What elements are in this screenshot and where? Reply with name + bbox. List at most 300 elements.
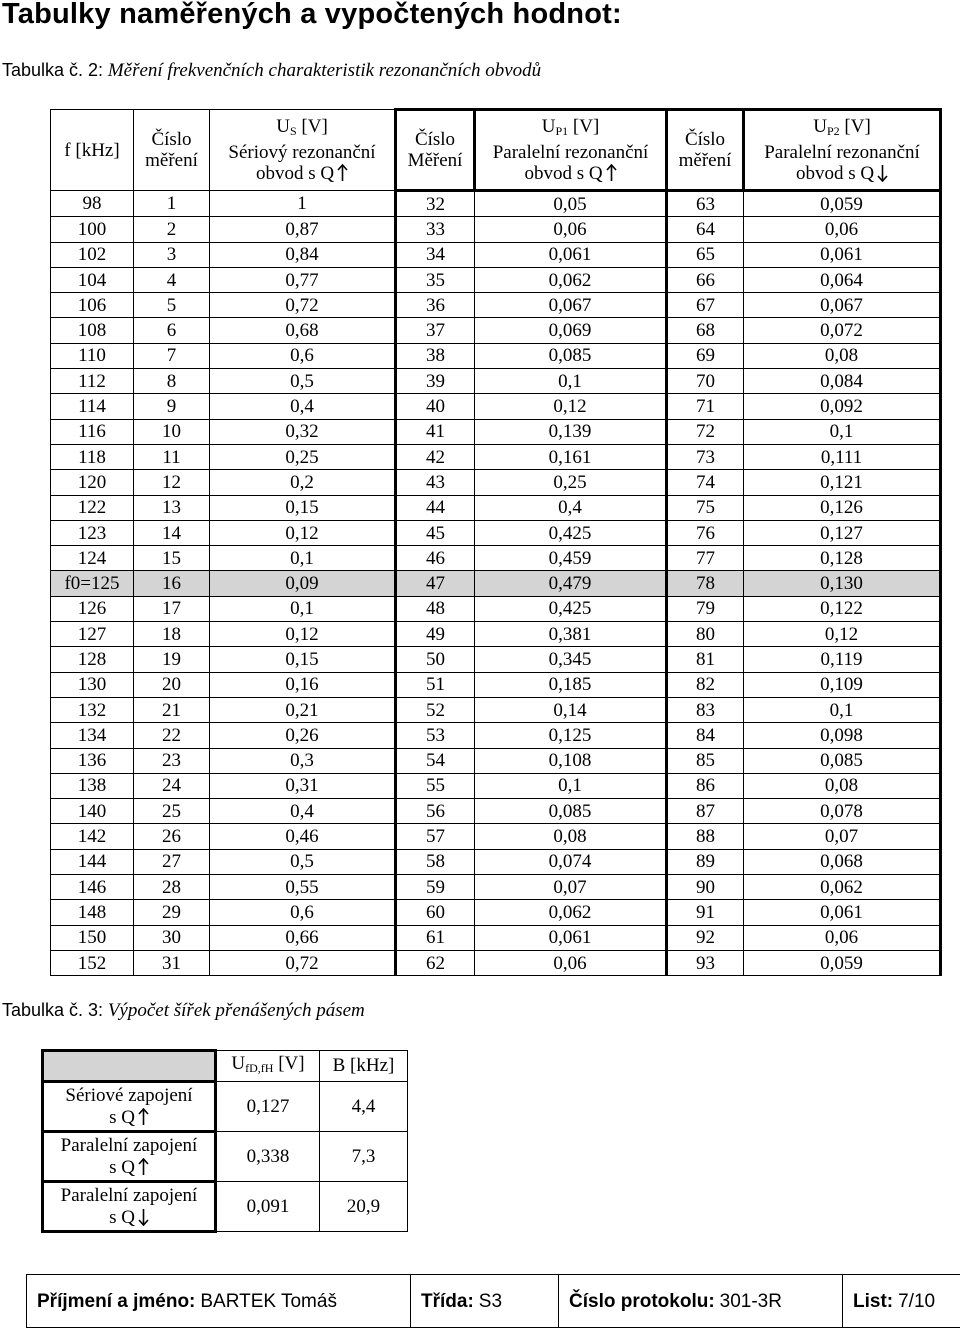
cell-measurement-number-3: 87 <box>667 799 744 824</box>
footer-class-cell <box>411 1275 559 1328</box>
header-measurement-number-2 <box>396 110 475 191</box>
cell-measurement-number-2: 43 <box>396 470 475 495</box>
cell-frequency: 152 <box>51 950 134 975</box>
cell-frequency: 114 <box>51 394 134 419</box>
cell-voltage-parallel-1: 0,07 <box>475 875 667 900</box>
cell-voltage-parallel-1: 0,067 <box>475 293 667 318</box>
cell-voltage-series: 0,2 <box>210 470 396 495</box>
table-row <box>51 875 941 900</box>
cell-voltage-parallel-1: 0,06 <box>475 950 667 975</box>
cell-measurement-number-3: 73 <box>667 444 744 469</box>
cell-voltage-parallel-2: 0,12 <box>744 622 941 647</box>
cell-voltage-parallel-1: 0,08 <box>475 824 667 849</box>
cell-measurement-number-1: 18 <box>134 622 210 647</box>
header-up2-description: Paralelní rezonanční obvod s Q <box>764 142 920 184</box>
cell-frequency: 148 <box>51 900 134 925</box>
cell-voltage-series: 0,09 <box>210 571 396 596</box>
footer-sheet-label: List: <box>853 1290 894 1312</box>
cell-measurement-number-2: 38 <box>396 343 475 368</box>
cell-measurement-number-3: 86 <box>667 773 744 798</box>
cell-measurement-number-1: 12 <box>134 470 210 495</box>
header-measurement-number-3 <box>667 110 744 191</box>
cell-voltage-series: 0,12 <box>210 520 396 545</box>
table-row <box>51 318 941 343</box>
cell-voltage-series: 0,3 <box>210 748 396 773</box>
cell-voltage-parallel-1: 0,425 <box>475 520 667 545</box>
cell-bandwidth: 4,4 <box>320 1082 408 1132</box>
cell-voltage-series: 0,5 <box>210 849 396 874</box>
footer-class-label: Třída: <box>421 1290 474 1312</box>
cell-measurement-number-1: 27 <box>134 849 210 874</box>
cell-bandwidth: 20,9 <box>320 1182 408 1232</box>
cell-voltage-series: 0,16 <box>210 672 396 697</box>
header-up1-unit: [V] <box>572 116 600 137</box>
arrow-up-icon <box>138 1108 149 1126</box>
cell-voltage-parallel-1: 0,185 <box>475 672 667 697</box>
table3-corner-cell <box>43 1051 216 1082</box>
cell-frequency: 98 <box>51 191 134 217</box>
row-label-line-2: s Q <box>109 1106 135 1128</box>
table-row <box>43 1082 408 1132</box>
cell-bandwidth: 7,3 <box>320 1132 408 1182</box>
cell-frequency: 124 <box>51 546 134 571</box>
table-row <box>51 369 941 394</box>
table-row <box>51 697 941 722</box>
cell-voltage-series: 0,32 <box>210 419 396 444</box>
row-label-line-1: Sériové zapojení <box>65 1084 193 1106</box>
cell-voltage-series: 0,21 <box>210 697 396 722</box>
cell-measurement-number-1: 30 <box>134 925 210 950</box>
header-us-unit: [V] <box>301 116 328 137</box>
cell-measurement-number-2: 51 <box>396 672 475 697</box>
cell-voltage-parallel-2: 0,061 <box>744 900 941 925</box>
cell-measurement-number-2: 53 <box>396 723 475 748</box>
cell-measurement-number-3: 81 <box>667 647 744 672</box>
cell-measurement-number-2: 32 <box>396 191 475 217</box>
cell-voltage-parallel-2: 0,098 <box>744 723 941 748</box>
table3-header-row <box>43 1051 408 1082</box>
cell-measurement-number-3: 93 <box>667 950 744 975</box>
cell-voltage-parallel-1: 0,061 <box>475 925 667 950</box>
header-frequency: f [kHz] <box>51 110 134 191</box>
cell-measurement-number-2: 48 <box>396 596 475 621</box>
header-voltage-series <box>210 110 396 191</box>
table2-header-row <box>51 110 941 191</box>
table-row <box>51 520 941 545</box>
footer-protocol-value: 301-3R <box>719 1290 782 1312</box>
cell-voltage-parallel-2: 0,122 <box>744 596 941 621</box>
cell-measurement-number-1: 8 <box>134 369 210 394</box>
cell-voltage-series: 0,26 <box>210 723 396 748</box>
cell-voltage-parallel-2: 0,121 <box>744 470 941 495</box>
cell-measurement-number-1: 23 <box>134 748 210 773</box>
cell-measurement-number-1: 9 <box>134 394 210 419</box>
header-u-symbol: U <box>231 1053 246 1074</box>
cell-voltage-parallel-2: 0,07 <box>744 824 941 849</box>
cell-measurement-number-1: 14 <box>134 520 210 545</box>
cell-frequency: 104 <box>51 267 134 292</box>
row-label-line-2: s Q <box>109 1206 135 1228</box>
table-row <box>51 444 941 469</box>
cell-measurement-number-1: 15 <box>134 546 210 571</box>
table-row <box>51 748 941 773</box>
cell-frequency: 106 <box>51 293 134 318</box>
cell-voltage-parallel-1: 0,479 <box>475 571 667 596</box>
cell-measurement-number-1: 28 <box>134 875 210 900</box>
cell-measurement-number-2: 57 <box>396 824 475 849</box>
cell-measurement-number-2: 36 <box>396 293 475 318</box>
cell-voltage-parallel-1: 0,345 <box>475 647 667 672</box>
table3-caption <box>2 1000 365 1022</box>
cell-frequency: 130 <box>51 672 134 697</box>
cell-voltage-series: 0,25 <box>210 444 396 469</box>
measurement-table <box>50 108 942 976</box>
cell-voltage-parallel-2: 0,092 <box>744 394 941 419</box>
cell-measurement-number-1: 13 <box>134 495 210 520</box>
cell-voltage-parallel-2: 0,08 <box>744 773 941 798</box>
cell-frequency: 138 <box>51 773 134 798</box>
cell-measurement-number-2: 47 <box>396 571 475 596</box>
cell-measurement-number-1: 10 <box>134 419 210 444</box>
cell-measurement-number-2: 52 <box>396 697 475 722</box>
cell-measurement-number-2: 62 <box>396 950 475 975</box>
arrow-up-icon <box>138 1158 149 1176</box>
cell-voltage-series: 0,68 <box>210 318 396 343</box>
cell-measurement-number-1: 29 <box>134 900 210 925</box>
cell-voltage-parallel-1: 0,085 <box>475 343 667 368</box>
header-up2-subscript: P2 <box>826 124 840 138</box>
table-row <box>51 242 941 267</box>
cell-voltage-parallel-1: 0,074 <box>475 849 667 874</box>
cell-measurement-number-1: 19 <box>134 647 210 672</box>
cell-voltage-series: 0,5 <box>210 369 396 394</box>
cell-measurement-number-3: 85 <box>667 748 744 773</box>
cell-frequency: 102 <box>51 242 134 267</box>
cell-measurement-number-3: 82 <box>667 672 744 697</box>
cell-voltage-parallel-2: 0,126 <box>744 495 941 520</box>
cell-voltage-series: 0,87 <box>210 217 396 242</box>
table2-caption-prefix: Tabulka č. 2: <box>2 60 104 80</box>
cell-measurement-number-2: 54 <box>396 748 475 773</box>
cell-voltage-parallel-1: 0,14 <box>475 697 667 722</box>
cell-measurement-number-3: 71 <box>667 394 744 419</box>
cell-voltage-parallel-1: 0,381 <box>475 622 667 647</box>
footer-protocol-cell <box>559 1275 843 1328</box>
cell-measurement-number-3: 75 <box>667 495 744 520</box>
cell-measurement-number-3: 66 <box>667 267 744 292</box>
header-up2-unit: [V] <box>844 116 871 137</box>
cell-voltage-series: 0,66 <box>210 925 396 950</box>
cell-cutoff-voltage: 0,127 <box>216 1082 320 1132</box>
cell-measurement-number-2: 34 <box>396 242 475 267</box>
header-u-bandwidth <box>216 1051 320 1082</box>
cell-measurement-number-3: 79 <box>667 596 744 621</box>
cell-frequency: 120 <box>51 470 134 495</box>
cell-voltage-parallel-1: 0,108 <box>475 748 667 773</box>
table2-caption-title: Měření frekvenčních charakteristik rezonančních obvodů <box>107 60 542 81</box>
cell-voltage-series: 0,15 <box>210 647 396 672</box>
cell-frequency: 116 <box>51 419 134 444</box>
cell-voltage-parallel-2: 0,061 <box>744 242 941 267</box>
cell-voltage-parallel-2: 0,127 <box>744 520 941 545</box>
header-measurement-number-1 <box>134 110 210 191</box>
cell-measurement-number-3: 67 <box>667 293 744 318</box>
header-bandwidth: B [kHz] <box>320 1051 408 1082</box>
cell-voltage-parallel-2: 0,062 <box>744 875 941 900</box>
cell-measurement-number-3: 88 <box>667 824 744 849</box>
table-row <box>43 1182 408 1232</box>
table-row <box>51 773 941 798</box>
cell-voltage-series: 0,12 <box>210 622 396 647</box>
cell-frequency: 110 <box>51 343 134 368</box>
cell-measurement-number-2: 37 <box>396 318 475 343</box>
cell-frequency: 123 <box>51 520 134 545</box>
table-row <box>51 419 941 444</box>
row-label-line-1: Paralelní zapojení <box>60 1184 198 1206</box>
cell-measurement-number-3: 70 <box>667 369 744 394</box>
cell-measurement-number-1: 16 <box>134 571 210 596</box>
cell-voltage-series: 0,55 <box>210 875 396 900</box>
footer-name-label: Příjmení a jméno: <box>37 1290 196 1312</box>
cell-measurement-number-3: 72 <box>667 419 744 444</box>
table3-body <box>43 1082 408 1232</box>
footer-name-value: BARTEK Tomáš <box>200 1290 337 1312</box>
cell-measurement-number-1: 21 <box>134 697 210 722</box>
table-row <box>51 267 941 292</box>
table-row <box>51 723 941 748</box>
cell-measurement-number-2: 46 <box>396 546 475 571</box>
cell-voltage-series: 0,6 <box>210 900 396 925</box>
cell-measurement-number-3: 77 <box>667 546 744 571</box>
cell-voltage-parallel-1: 0,125 <box>475 723 667 748</box>
cell-voltage-series: 0,46 <box>210 824 396 849</box>
cell-measurement-number-3: 90 <box>667 875 744 900</box>
table-row <box>51 596 941 621</box>
arrow-up-icon <box>337 164 348 182</box>
cell-voltage-parallel-2: 0,06 <box>744 925 941 950</box>
cell-voltage-series: 0,77 <box>210 267 396 292</box>
header-up1-subscript: P1 <box>555 124 569 138</box>
cell-measurement-number-3: 68 <box>667 318 744 343</box>
arrow-down-icon <box>877 164 888 182</box>
page-heading: Tabulky naměřených a vypočtených hodnot: <box>2 0 622 30</box>
cell-measurement-number-2: 40 <box>396 394 475 419</box>
cell-frequency: 150 <box>51 925 134 950</box>
cell-frequency: 100 <box>51 217 134 242</box>
row-label-connection <box>43 1132 216 1182</box>
cell-voltage-parallel-2: 0,064 <box>744 267 941 292</box>
cell-frequency: 136 <box>51 748 134 773</box>
cell-voltage-parallel-2: 0,085 <box>744 748 941 773</box>
cell-voltage-parallel-1: 0,062 <box>475 267 667 292</box>
cell-voltage-series: 0,1 <box>210 546 396 571</box>
table-row <box>51 470 941 495</box>
table-row <box>51 849 941 874</box>
cell-voltage-parallel-2: 0,111 <box>744 444 941 469</box>
cell-measurement-number-2: 42 <box>396 444 475 469</box>
cell-voltage-series: 0,15 <box>210 495 396 520</box>
header-up1-symbol: U <box>541 116 556 137</box>
cell-measurement-number-1: 17 <box>134 596 210 621</box>
cell-measurement-number-2: 41 <box>396 419 475 444</box>
header-up2-symbol: U <box>813 116 827 137</box>
cell-voltage-series: 0,72 <box>210 293 396 318</box>
cell-voltage-parallel-1: 0,1 <box>475 369 667 394</box>
cell-voltage-parallel-2: 0,06 <box>744 217 941 242</box>
cell-voltage-parallel-2: 0,068 <box>744 849 941 874</box>
cell-voltage-parallel-1: 0,05 <box>475 191 667 217</box>
header-u-subscript: fD,fH <box>245 1061 274 1075</box>
cell-voltage-parallel-2: 0,1 <box>744 697 941 722</box>
table-row <box>51 546 941 571</box>
footer-row <box>27 1275 960 1328</box>
cell-frequency: 142 <box>51 824 134 849</box>
table-row <box>51 647 941 672</box>
footer-name-cell <box>27 1275 411 1328</box>
bandwidth-table <box>41 1049 408 1233</box>
row-label-line-1: Paralelní zapojení <box>60 1134 198 1156</box>
header-measurement-number-3-text: Číslo měření <box>678 129 732 171</box>
cell-measurement-number-2: 58 <box>396 849 475 874</box>
cell-measurement-number-1: 25 <box>134 799 210 824</box>
footer-class-value: S3 <box>478 1290 503 1312</box>
cell-frequency: 112 <box>51 369 134 394</box>
cell-voltage-parallel-2: 0,128 <box>744 546 941 571</box>
cell-measurement-number-1: 4 <box>134 267 210 292</box>
cell-measurement-number-1: 3 <box>134 242 210 267</box>
cell-cutoff-voltage: 0,091 <box>216 1182 320 1232</box>
cell-measurement-number-2: 56 <box>396 799 475 824</box>
cell-measurement-number-3: 65 <box>667 242 744 267</box>
cell-measurement-number-1: 20 <box>134 672 210 697</box>
cell-voltage-parallel-1: 0,425 <box>475 596 667 621</box>
table-row <box>51 622 941 647</box>
cell-voltage-parallel-1: 0,161 <box>475 444 667 469</box>
cell-frequency: 134 <box>51 723 134 748</box>
cell-measurement-number-1: 26 <box>134 824 210 849</box>
table3-caption-prefix: Tabulka č. 3: <box>2 1000 104 1020</box>
cell-voltage-series: 0,1 <box>210 596 396 621</box>
cell-frequency: 127 <box>51 622 134 647</box>
cell-measurement-number-2: 61 <box>396 925 475 950</box>
cell-measurement-number-1: 11 <box>134 444 210 469</box>
cell-voltage-series: 0,72 <box>210 950 396 975</box>
cell-measurement-number-3: 76 <box>667 520 744 545</box>
table-row <box>51 900 941 925</box>
table-row <box>51 950 941 975</box>
cell-measurement-number-2: 45 <box>396 520 475 545</box>
cell-voltage-parallel-1: 0,4 <box>475 495 667 520</box>
table-row <box>51 925 941 950</box>
cell-frequency: 126 <box>51 596 134 621</box>
cell-voltage-parallel-1: 0,061 <box>475 242 667 267</box>
table3-caption-title: Výpočet šířek přenášených pásem <box>107 1000 365 1021</box>
cell-measurement-number-3: 84 <box>667 723 744 748</box>
table-row <box>51 799 941 824</box>
cell-frequency: 144 <box>51 849 134 874</box>
table-row <box>51 217 941 242</box>
header-voltage-parallel-2 <box>744 110 941 191</box>
cell-measurement-number-2: 39 <box>396 369 475 394</box>
row-label-connection <box>43 1082 216 1132</box>
cell-voltage-parallel-2: 0,078 <box>744 799 941 824</box>
cell-voltage-parallel-2: 0,084 <box>744 369 941 394</box>
cell-voltage-parallel-1: 0,12 <box>475 394 667 419</box>
table-row <box>51 191 941 217</box>
cell-measurement-number-3: 63 <box>667 191 744 217</box>
cell-measurement-number-1: 7 <box>134 343 210 368</box>
header-u-unit: [V] <box>278 1053 305 1074</box>
cell-measurement-number-3: 89 <box>667 849 744 874</box>
cell-measurement-number-2: 50 <box>396 647 475 672</box>
header-measurement-number-2-text: Číslo Měření <box>407 129 463 171</box>
row-label-line-2: s Q <box>109 1156 135 1178</box>
cell-voltage-parallel-2: 0,059 <box>744 191 941 217</box>
cell-measurement-number-3: 69 <box>667 343 744 368</box>
cell-voltage-parallel-1: 0,1 <box>475 773 667 798</box>
cell-frequency: 118 <box>51 444 134 469</box>
cell-measurement-number-1: 22 <box>134 723 210 748</box>
cell-voltage-parallel-2: 0,130 <box>744 571 941 596</box>
cell-frequency: 132 <box>51 697 134 722</box>
cell-frequency: 146 <box>51 875 134 900</box>
table-row <box>51 824 941 849</box>
header-up1-description: Paralelní rezonanční obvod s Q <box>492 142 649 184</box>
cell-frequency: f0=125 <box>51 571 134 596</box>
cell-measurement-number-3: 83 <box>667 697 744 722</box>
cell-measurement-number-3: 91 <box>667 900 744 925</box>
table-row <box>51 571 941 596</box>
cell-frequency: 108 <box>51 318 134 343</box>
cell-voltage-parallel-2: 0,059 <box>744 950 941 975</box>
cell-measurement-number-3: 80 <box>667 622 744 647</box>
cell-voltage-series: 0,31 <box>210 773 396 798</box>
cell-voltage-parallel-2: 0,072 <box>744 318 941 343</box>
header-us-subscript: S <box>289 124 297 138</box>
cell-frequency: 140 <box>51 799 134 824</box>
cell-measurement-number-2: 44 <box>396 495 475 520</box>
cell-voltage-parallel-2: 0,119 <box>744 647 941 672</box>
cell-measurement-number-2: 35 <box>396 267 475 292</box>
cell-measurement-number-2: 55 <box>396 773 475 798</box>
cell-voltage-series: 0,4 <box>210 799 396 824</box>
cell-voltage-parallel-2: 0,067 <box>744 293 941 318</box>
table-row <box>51 672 941 697</box>
footer-sheet-cell <box>843 1275 960 1328</box>
table2-caption <box>2 60 541 82</box>
cell-voltage-series: 1 <box>210 191 396 217</box>
cell-cutoff-voltage: 0,338 <box>216 1132 320 1182</box>
cell-measurement-number-1: 1 <box>134 191 210 217</box>
header-voltage-parallel-1 <box>475 110 667 191</box>
table-row <box>51 495 941 520</box>
cell-measurement-number-1: 31 <box>134 950 210 975</box>
cell-measurement-number-1: 6 <box>134 318 210 343</box>
cell-voltage-parallel-2: 0,109 <box>744 672 941 697</box>
cell-measurement-number-1: 2 <box>134 217 210 242</box>
cell-voltage-series: 0,4 <box>210 394 396 419</box>
footer-sheet-value: 7/10 <box>898 1290 936 1312</box>
cell-measurement-number-2: 49 <box>396 622 475 647</box>
table-row <box>51 394 941 419</box>
footer-protocol-label: Číslo protokolu: <box>569 1290 715 1312</box>
cell-voltage-series: 0,84 <box>210 242 396 267</box>
header-us-symbol: U <box>276 116 290 137</box>
cell-voltage-parallel-1: 0,062 <box>475 900 667 925</box>
cell-voltage-parallel-2: 0,1 <box>744 419 941 444</box>
arrow-up-icon <box>606 164 617 182</box>
cell-voltage-parallel-1: 0,06 <box>475 217 667 242</box>
